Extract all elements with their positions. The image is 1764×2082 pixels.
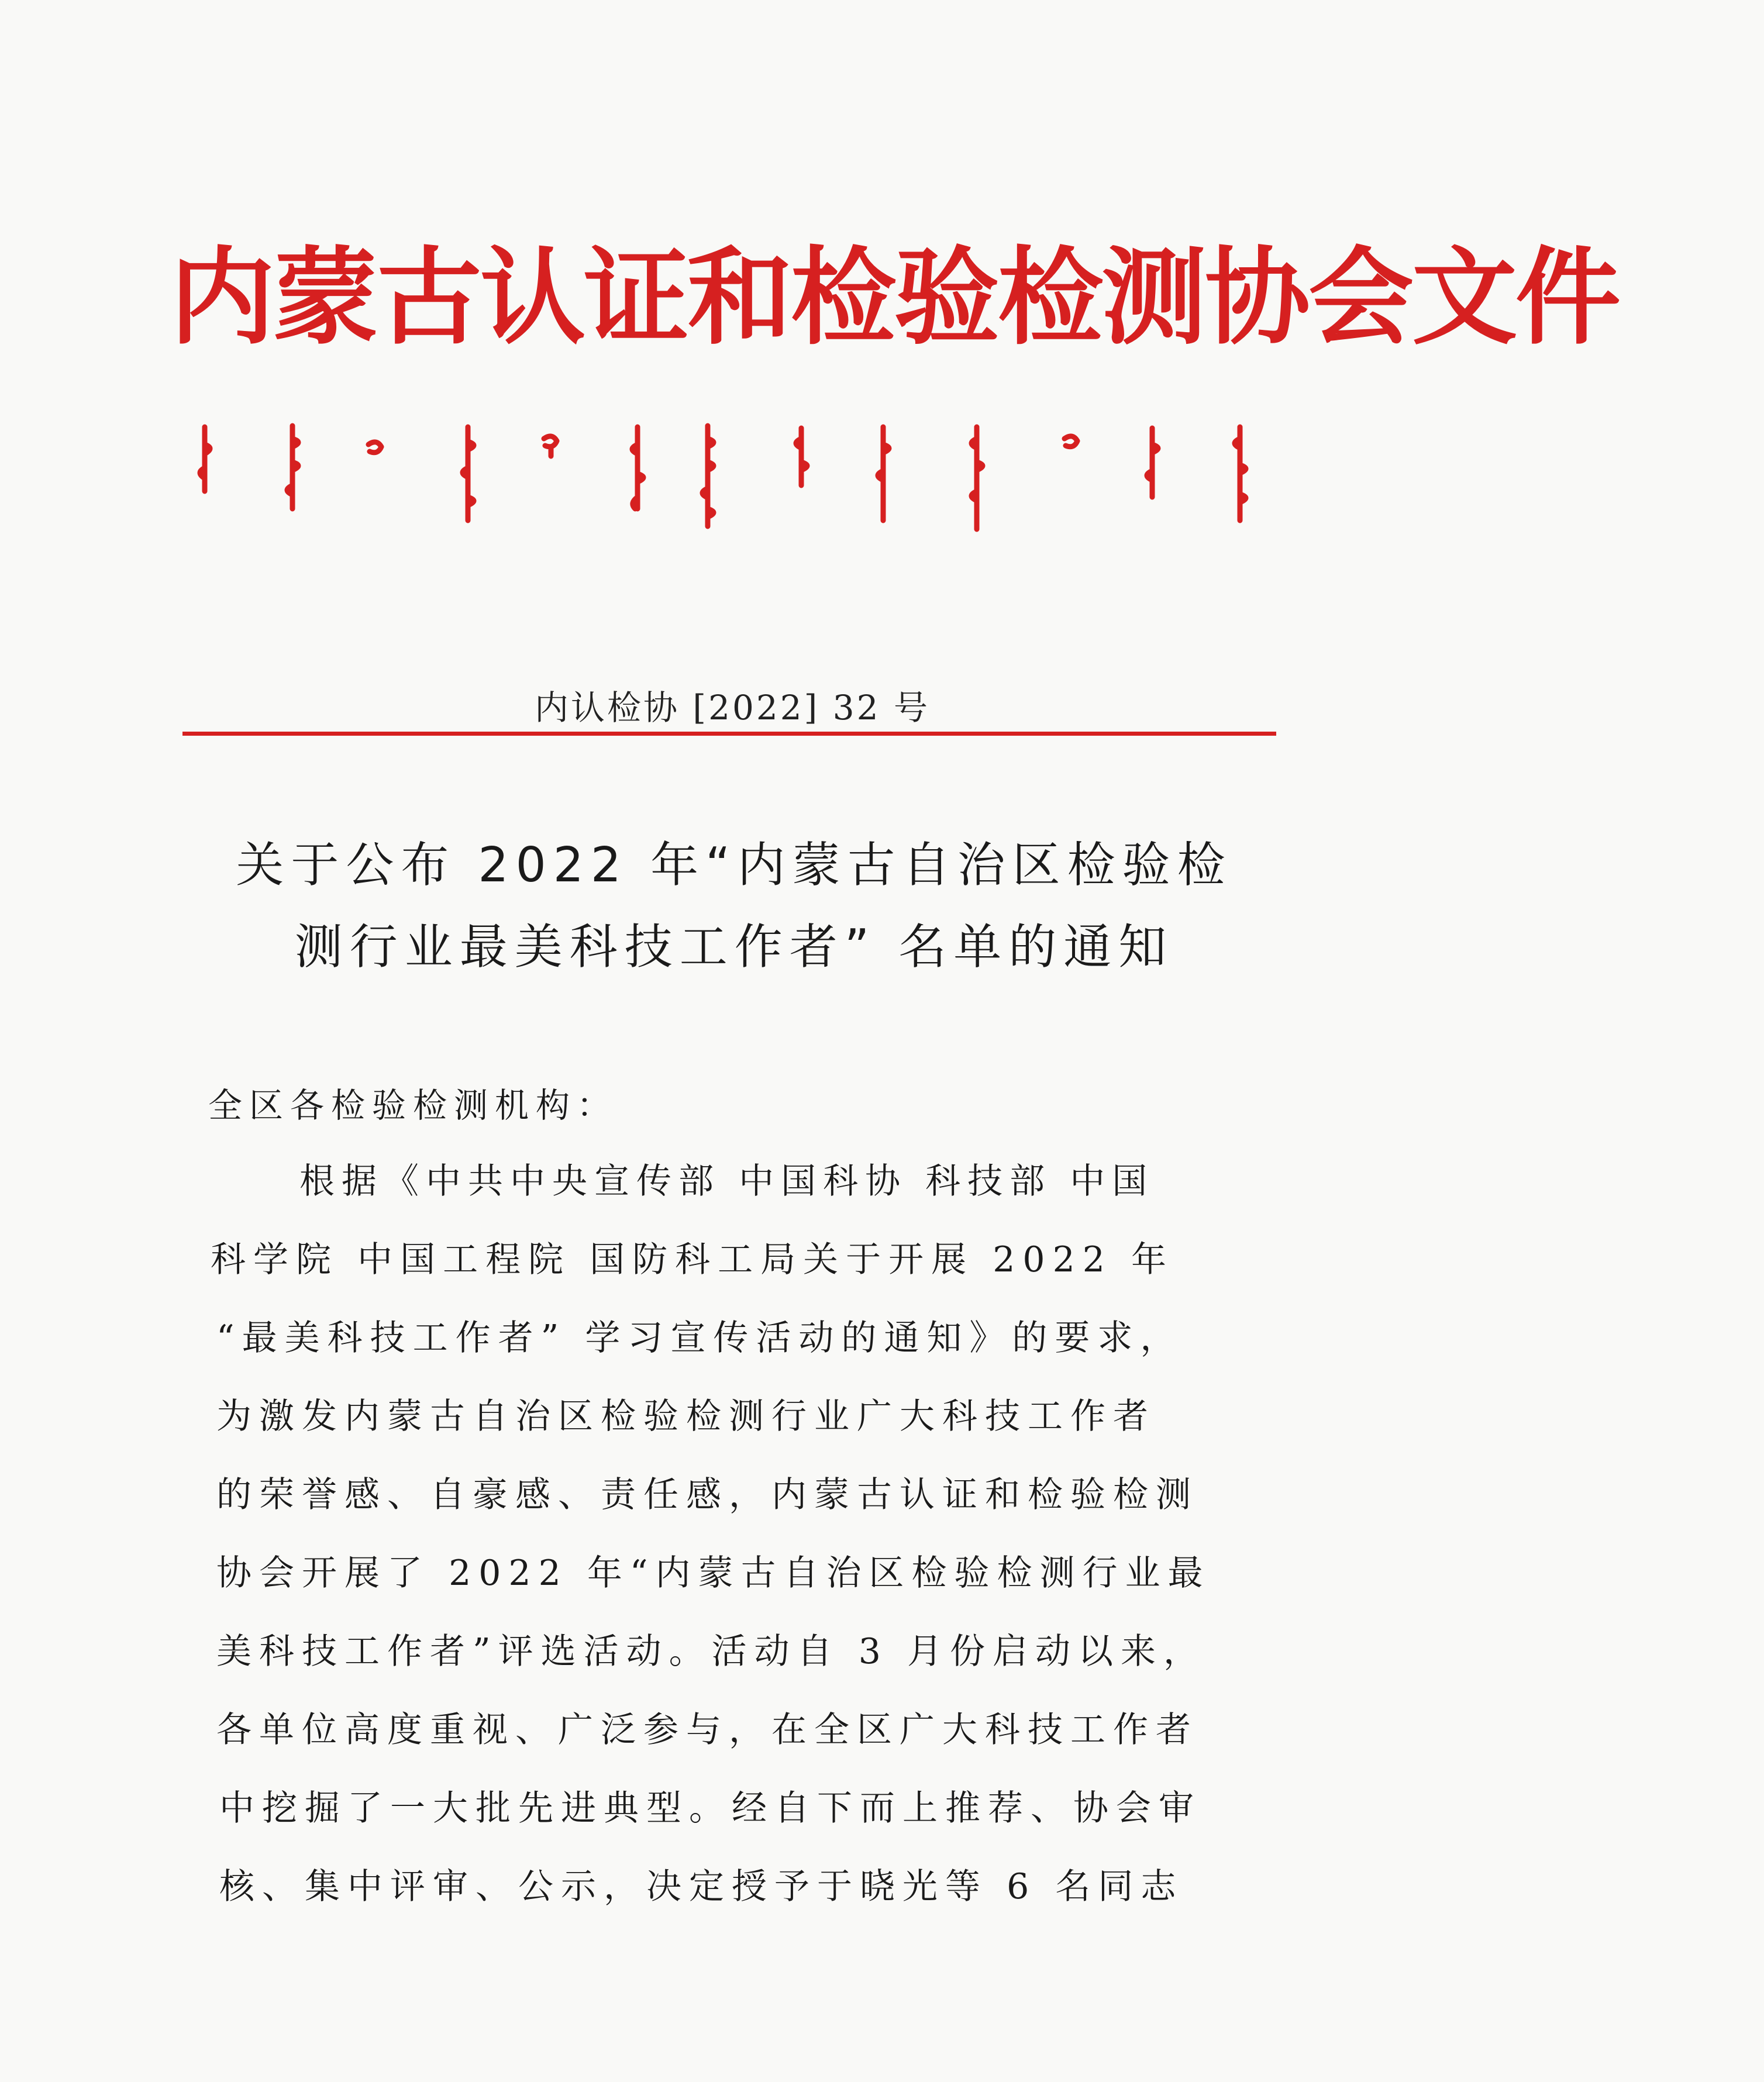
notice-title <box>193 825 1275 988</box>
recipient-salutation: 全区各检验检测机构： <box>208 1085 618 1125</box>
body-line: 中挖掘了一大批先进典型。经自下而上推荐、协会审 <box>219 1788 1201 1829</box>
organization-letterhead-title: 内蒙古认证和检验检测协会文件 <box>170 237 1620 359</box>
notice-title-line: 关于公布 2022 年“内蒙古自治区检验检 <box>236 837 1232 893</box>
document-number: 内认检协 [2022] 32 号 <box>535 688 930 728</box>
body-line: 各单位高度重视、广泛参与，在全区广大科技工作者 <box>216 1709 1198 1750</box>
body-line: 为激发内蒙古自治区检验检测行业广大科技工作者 <box>216 1396 1156 1437</box>
body-line: 核、集中评审、公示，决定授予于晓光等 6 名同志 <box>219 1866 1184 1907</box>
body-line: 美科技工作者”评选活动。活动自 3 月份启动以来， <box>216 1631 1206 1672</box>
body-line: 协会开展了 2022 年“内蒙古自治区检验检测行业最 <box>216 1553 1211 1594</box>
body-line: 科学院 中国工程院 国防科工局关于开展 2022 年 <box>211 1239 1174 1280</box>
body-line: 的荣誉感、自豪感、责任感，内蒙古认证和检验检测 <box>216 1474 1198 1515</box>
red-divider-line <box>182 732 1276 736</box>
mongolian-script-letterhead <box>193 421 1263 532</box>
notice-title-line: 测行业最美科技工作者” 名单的通知 <box>294 919 1174 975</box>
body-line: 根据《中共中央宣传部 中国科协 科技部 中国 <box>299 1161 1155 1202</box>
body-line: “最美科技工作者” 学习宣传活动的通知》的要求， <box>216 1318 1183 1359</box>
